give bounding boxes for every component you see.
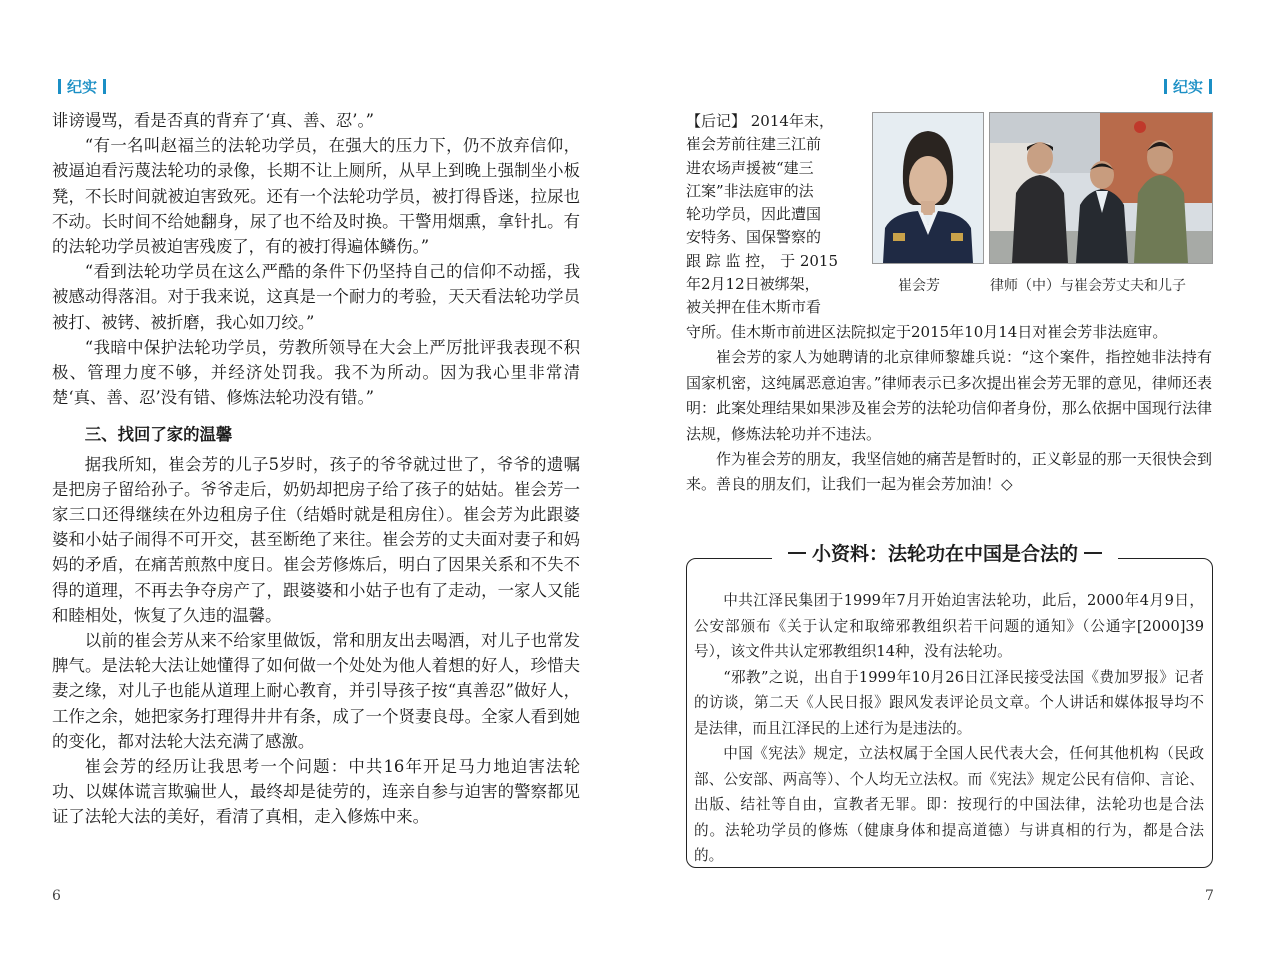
paragraph: 守所。佳木斯市前进区法院拟定于2015年10月14日对崔会芳非法庭审。 bbox=[686, 323, 1168, 341]
paragraph: 据我所知，崔会芳的儿子5岁时，孩子的爷爷就过世了，爷爷的遗嘱是把房子留给孙子。爷爷走后，奶奶却把房子给了孩子的姑姑。崔会芳一家三口还得继续在外边租房子住（结婚时就是租房住）。崔会芳为此跟婆婆和小姑子闹得不可开交，甚至断绝了来往。崔会芳的丈夫面对妻子和妈妈的矛盾，在痛苦煎熬中度日。崔会芳修炼后，明白了因果关系和不失不得的道理，不再去争夺房产了，跟婆婆和小姑子也有了走动，一家人又能和睦相处，恢复了久违的温馨。 bbox=[52, 454, 580, 625]
page-number-right: 7 bbox=[1205, 888, 1214, 904]
tag-bar bbox=[1164, 79, 1167, 94]
info-box-body bbox=[694, 588, 1204, 869]
portrait-photo bbox=[872, 112, 984, 264]
right-page-body bbox=[686, 320, 1212, 498]
section-tag-label: 纪实 bbox=[1173, 78, 1204, 96]
section-tag-left bbox=[52, 76, 112, 97]
info-box-title bbox=[772, 539, 1118, 566]
group-photo bbox=[989, 112, 1213, 264]
section-heading: 三、找回了家的温馨 bbox=[84, 425, 233, 445]
postscript-line: 年2月12日被绑架， bbox=[686, 275, 820, 294]
paragraph: 崔会芳的经历让我思考一个问题：中共16年开足马力地迫害法轮功、以媒体谎言欺骗世人，最终却是徒劳的，连亲自参与迫害的警察都见证了法轮大法的美好，看清了真相，走入修炼中来。 bbox=[52, 757, 580, 827]
photo-caption: 律师（中）与崔会芳丈夫和儿子 bbox=[990, 278, 1186, 294]
paragraph: 诽谤谩骂，看是否真的背弃了‘真、善、忍’。” bbox=[52, 111, 375, 130]
section-tag-label: 纪实 bbox=[67, 78, 98, 96]
paragraph: 以前的崔会芳从来不给家里做饭，常和朋友出去喝酒，对儿子也常发脾气。是法轮大法让她懂得了如何做一个处处为他人着想的好人，珍惜夫妻之缘，对儿子也能从道理上耐心教育，并引导孩子按“真善忍”做好人，工作之余，她把家务打理得井井有条，成了一个贤妻良母。全家人看到她的变化，都对法轮大法充满了感激。 bbox=[52, 631, 580, 751]
postscript-line: 轮功学员，因此遭国 bbox=[686, 205, 822, 224]
paragraph: 崔会芳的家人为她聘请的北京律师黎雄兵说：“这个案件，指控她非法持有国家机密，这纯属恶意迫害。”律师表示已多次提出崔会芳无罪的意见，律师还表明：此案处理结果如果涉及崔会芳的法轮功信仰者身份，那么依据中国现行法律法规，修炼法轮功并不违法。 bbox=[686, 348, 1212, 443]
paragraph: “有一名叫赵福兰的法轮功学员，在强大的压力下，仍不放弃信仰，被逼迫看污蔑法轮功的录像，长期不让上厕所，从早上到晚上强制坐小板凳，不长时间就被迫害致死。还有一个法轮功学员，被打得昏迷，拉尿也不动。长时间不给她翻身，尿了也不给及时换。干警用烟熏，拿针扎。有的法轮功学员被迫害残废了，有的被打得遍体鳞伤。” bbox=[52, 136, 580, 257]
tag-bar bbox=[103, 79, 106, 94]
tag-bar bbox=[58, 79, 61, 94]
left-page-body bbox=[52, 108, 580, 830]
info-box-title-text: 小资料：法轮功在中国是合法的 bbox=[812, 543, 1079, 565]
portrait-illustration bbox=[873, 113, 983, 263]
postscript-line: 崔会芳前往建三江前 bbox=[686, 135, 822, 154]
paragraph: “看到法轮功学员在这么严酷的条件下仍坚持自己的信仰不动摇，我被感动得落泪。对于我来说，这真是一个耐力的考验，天天看法轮功学员被打、被铐、被折磨，我心如刀绞。” bbox=[52, 262, 580, 332]
postscript-line: 江案”非法庭审的法 bbox=[686, 181, 814, 200]
title-dash bbox=[788, 552, 806, 554]
paragraph: “邪教”之说，出自于1999年10月26日江泽民接受法国《费加罗报》记者的访谈，第二天《人民日报》跟风发表评论员文章。个人讲话和媒体报导均不是法律，而且江泽民的上述行为是违法的。 bbox=[694, 668, 1204, 737]
postscript-line: 安特务、国保警察的 bbox=[686, 228, 822, 247]
paragraph: 作为崔会芳的朋友，我坚信她的痛苦是暂时的，正义彰显的那一天很快会到来。善良的朋友们，让我们一起为崔会芳加油！◇ bbox=[686, 450, 1212, 494]
section-tag-right bbox=[1158, 76, 1218, 97]
postscript-column bbox=[686, 110, 846, 320]
title-dash bbox=[1084, 552, 1102, 554]
paragraph: 中共江泽民集团于1999年7月开始迫害法轮功，此后，2000年4月9日，公安部颁布《关于认定和取缔邪教组织若干问题的通知》（公通字[2000]39号），该文件共认定邪教组织14种，没有法轮功。 bbox=[694, 592, 1204, 660]
paragraph: “我暗中保护法轮功学员，劳教所领导在大会上严厉批评我表现不积极、管理力度不够，并经济处罚我。我不为所动。因为我心里非常清楚‘真、善、忍’没有错、修炼法轮功没有错。” bbox=[52, 337, 580, 408]
postscript-line: 进农场声援被“建三 bbox=[686, 158, 814, 177]
photo-caption: 崔会芳 bbox=[898, 278, 940, 294]
postscript-line: 【后记】 2014年末， bbox=[686, 112, 834, 130]
tag-bar bbox=[1209, 79, 1212, 94]
postscript-line: 被关押在佳木斯市看 bbox=[686, 298, 822, 317]
postscript-line: 跟 踪 监 控， 于 2015 bbox=[686, 251, 839, 270]
group-illustration bbox=[990, 113, 1212, 263]
page-number-left: 6 bbox=[52, 888, 61, 904]
paragraph: 中国《宪法》规定，立法权属于全国人民代表大会，任何其他机构（民政部、公安部、两高等）、个人均无立法权。而《宪法》规定公民有信仰、言论、出版、结社等自由，宣教者无罪。即：按现行的中国法律，法轮功也是合法的。法轮功学员的修炼（健康身体和提高道德）与讲真相的行为，都是合法的。 bbox=[694, 745, 1204, 864]
